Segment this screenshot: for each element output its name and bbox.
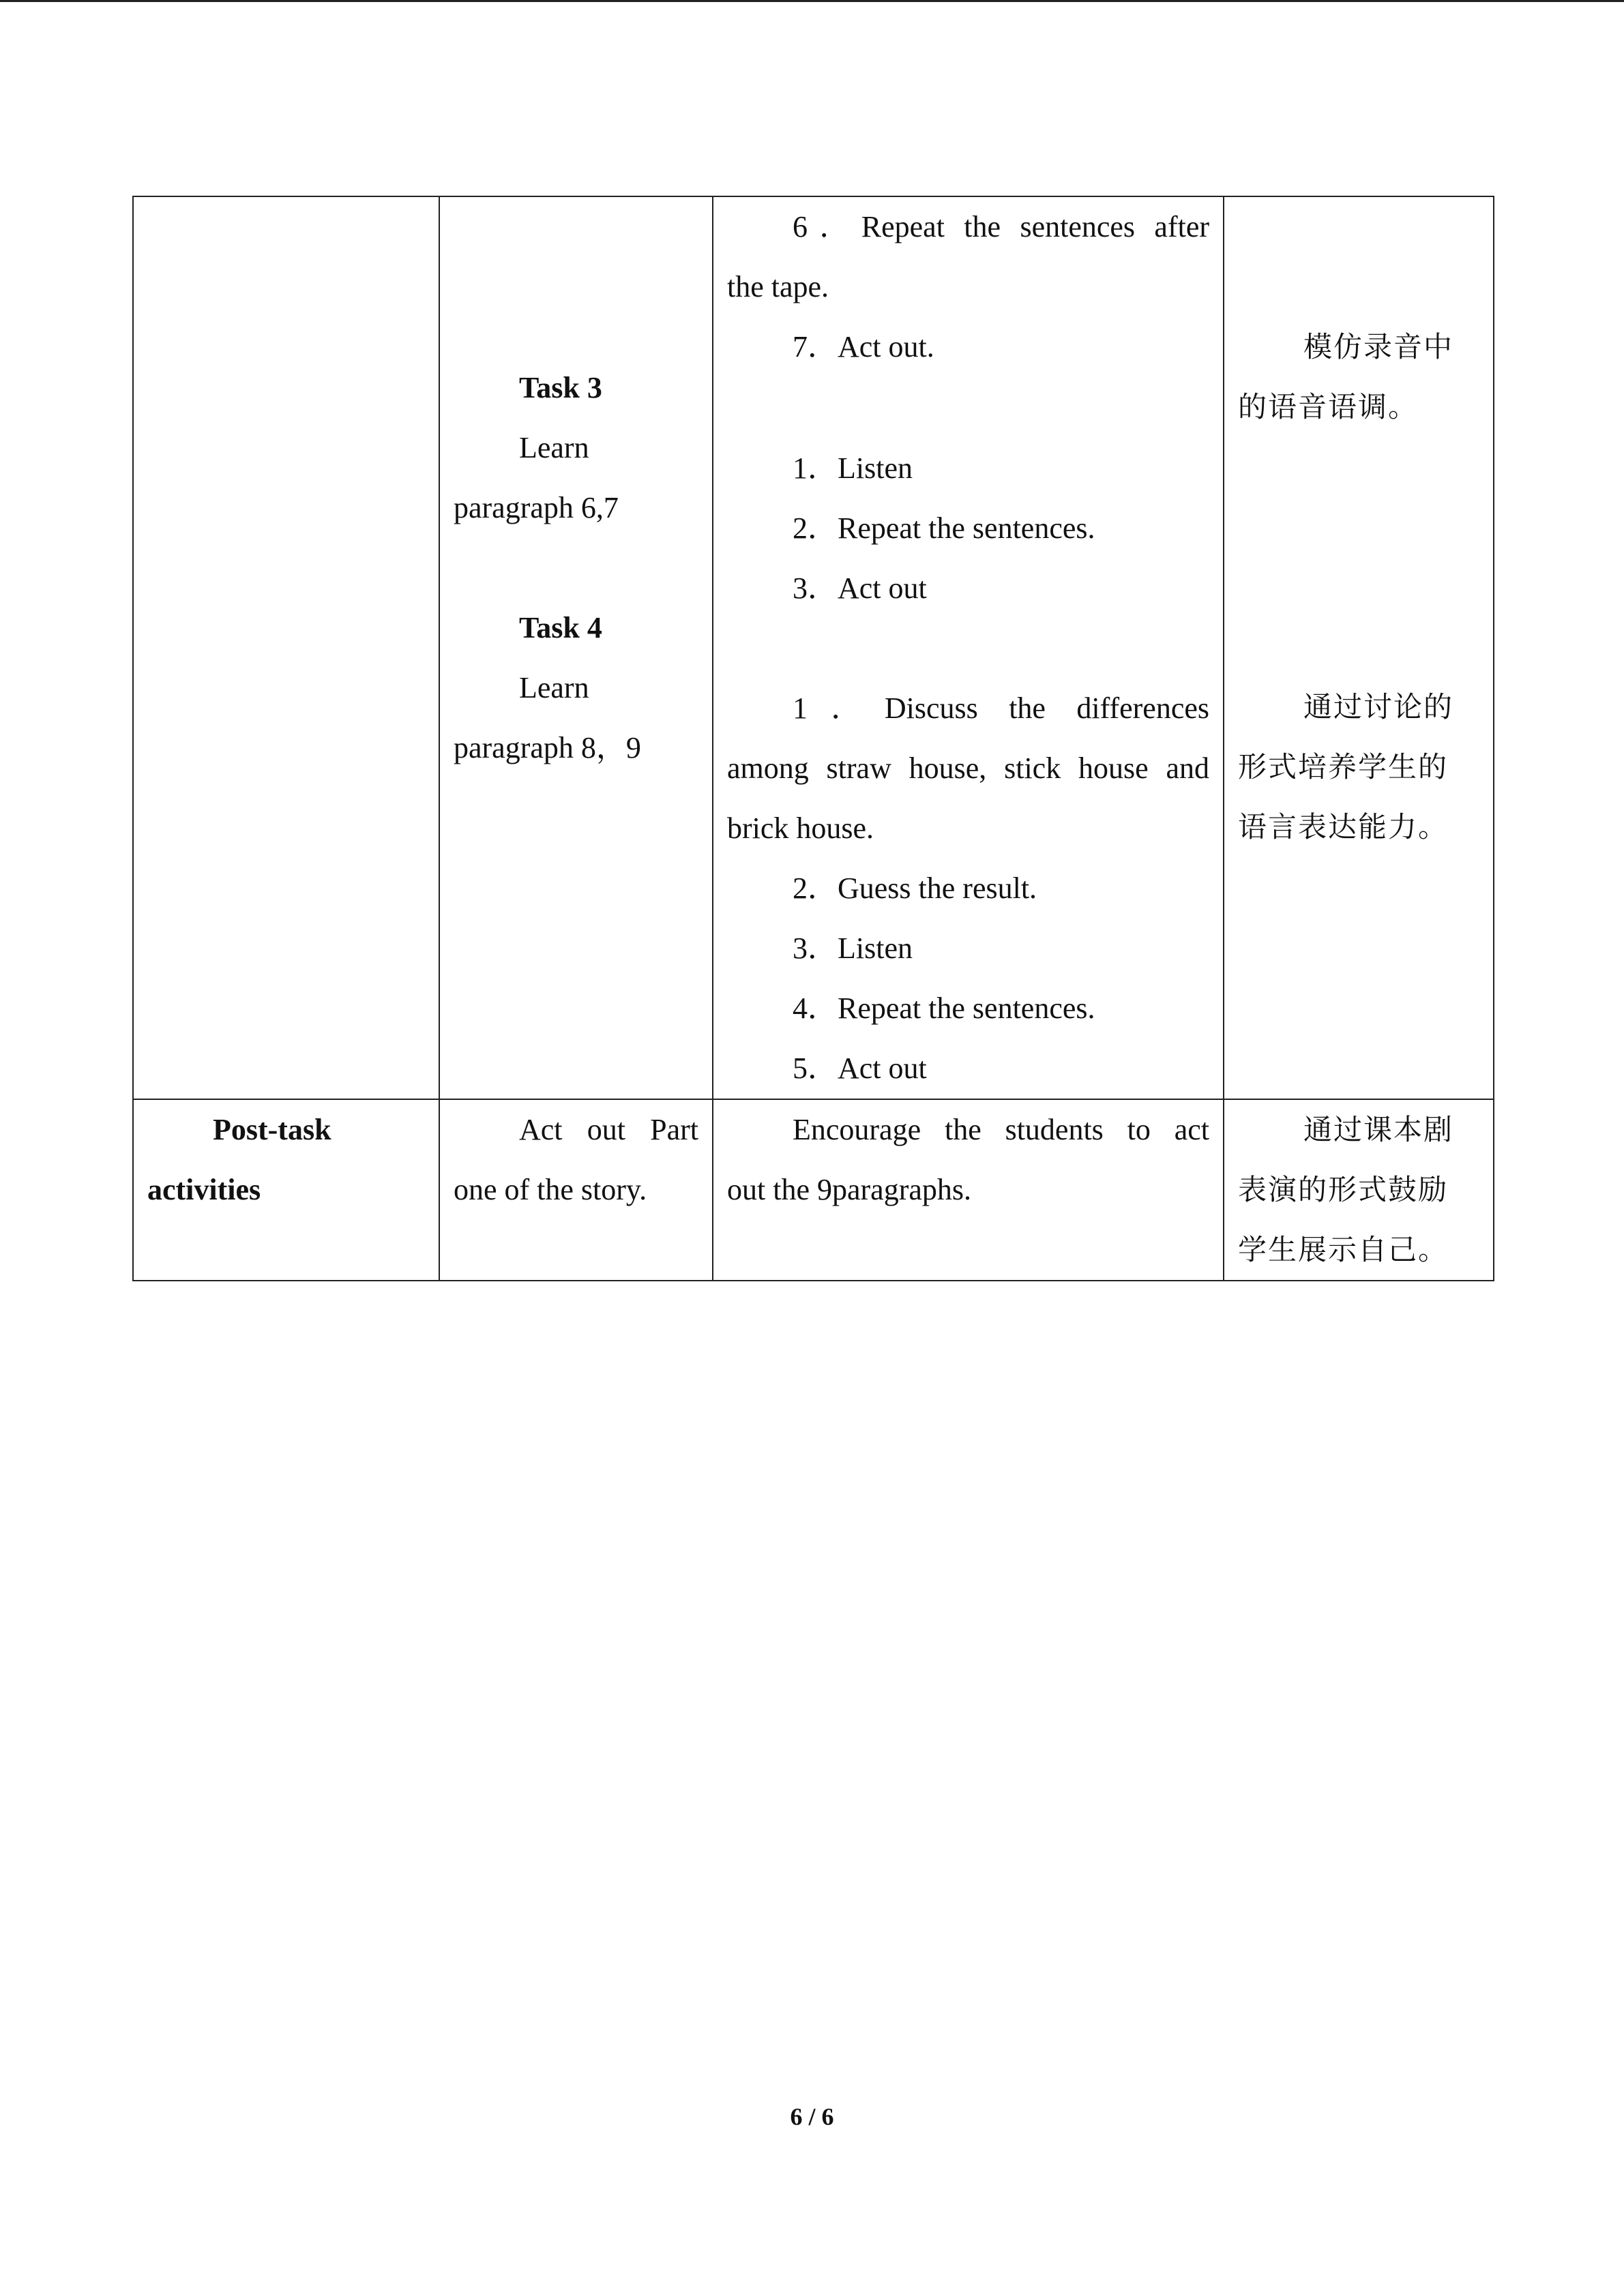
step-text: Listen — [838, 931, 913, 965]
task4-step-5 — [727, 1039, 1209, 1099]
task3-desc-line2: paragraph 6,7 — [454, 491, 619, 524]
post-purpose-line1: 通过课本剧 — [1303, 1113, 1454, 1146]
task3-step-1 — [727, 438, 1209, 498]
task4-desc-line1: Learn — [519, 671, 589, 704]
step-number: 2． — [793, 511, 838, 545]
purpose-2-line2: 形式培养学生的 — [1238, 750, 1449, 784]
purpose-1-line2: 的语音语调。 — [1238, 390, 1419, 423]
post-activity-line2: out the 9paragraphs. — [727, 1173, 971, 1206]
step-text: Act out. — [838, 330, 934, 363]
task4-step-3 — [727, 919, 1209, 979]
step-text: Listen — [838, 451, 913, 485]
step-number: 3． — [793, 931, 838, 965]
step-number: 6． — [793, 210, 861, 243]
task4-step-1-line1 — [727, 679, 1209, 739]
stage-cell-empty — [133, 196, 439, 1099]
step-number: 5． — [793, 1052, 838, 1085]
task3-step-3 — [727, 558, 1209, 618]
task4-desc-line2: paragraph 8，9 — [454, 731, 641, 764]
step-text: Repeat the sentences. — [838, 511, 1095, 545]
step-number: 1． — [793, 691, 885, 725]
stage-cell-post-task — [133, 1099, 439, 1281]
step-7 — [727, 317, 1209, 377]
lesson-plan-table — [132, 196, 1494, 1281]
step-number: 4． — [793, 992, 838, 1025]
stage-line2: activities — [147, 1173, 261, 1206]
activity-cell-post — [713, 1099, 1224, 1281]
page-number: 6 / 6 — [790, 2103, 834, 2130]
step-text: Repeat the sentences after — [861, 210, 1209, 243]
step-6-line2: the tape. — [727, 270, 829, 303]
step-text: Repeat the sentences. — [838, 992, 1095, 1025]
step-text: Act out — [838, 1052, 927, 1085]
purpose-1-line1: 模仿录音中 — [1303, 330, 1454, 363]
post-purpose-line2: 表演的形式鼓励 — [1238, 1173, 1449, 1206]
table-row — [133, 1099, 1494, 1281]
task4-step-2 — [727, 859, 1209, 919]
task4-step-4 — [727, 979, 1209, 1039]
step-number: 3． — [793, 571, 838, 605]
task3-desc-line1: Learn — [519, 431, 589, 464]
table-row — [133, 196, 1494, 1099]
task4-title: Task 4 — [519, 611, 602, 644]
step-text: Act out — [838, 571, 927, 605]
step-text: Guess the result. — [838, 871, 1037, 905]
task-cell-post — [439, 1099, 713, 1281]
page-top-border — [0, 0, 1624, 2]
task3-step-2 — [727, 498, 1209, 558]
step-number: 7． — [793, 330, 838, 363]
purpose-cell — [1224, 196, 1494, 1099]
purpose-cell-post — [1224, 1099, 1494, 1281]
step-number: 1． — [793, 451, 838, 485]
task3-title: Task 3 — [519, 371, 602, 404]
post-purpose-line3: 学生展示自己。 — [1238, 1233, 1449, 1266]
purpose-2-line1: 通过讨论的 — [1303, 690, 1454, 724]
step-text: Discuss the differences — [884, 691, 1209, 725]
post-task-line1: Act out Part — [519, 1113, 698, 1146]
post-task-line2: one of the story. — [454, 1173, 647, 1206]
purpose-2-line3: 语言表达能力。 — [1238, 810, 1449, 844]
step-number: 2． — [793, 871, 838, 905]
task4-step-1-line2: among straw house, stick house and — [727, 751, 1209, 785]
stage-line1: Post-task — [213, 1113, 331, 1146]
activity-cell — [713, 196, 1224, 1099]
post-activity-line1: Encourage the students to act — [793, 1113, 1209, 1146]
task4-step-1-line3: brick house. — [727, 811, 874, 845]
step-6-line1 — [727, 197, 1209, 257]
task-cell — [439, 196, 713, 1099]
